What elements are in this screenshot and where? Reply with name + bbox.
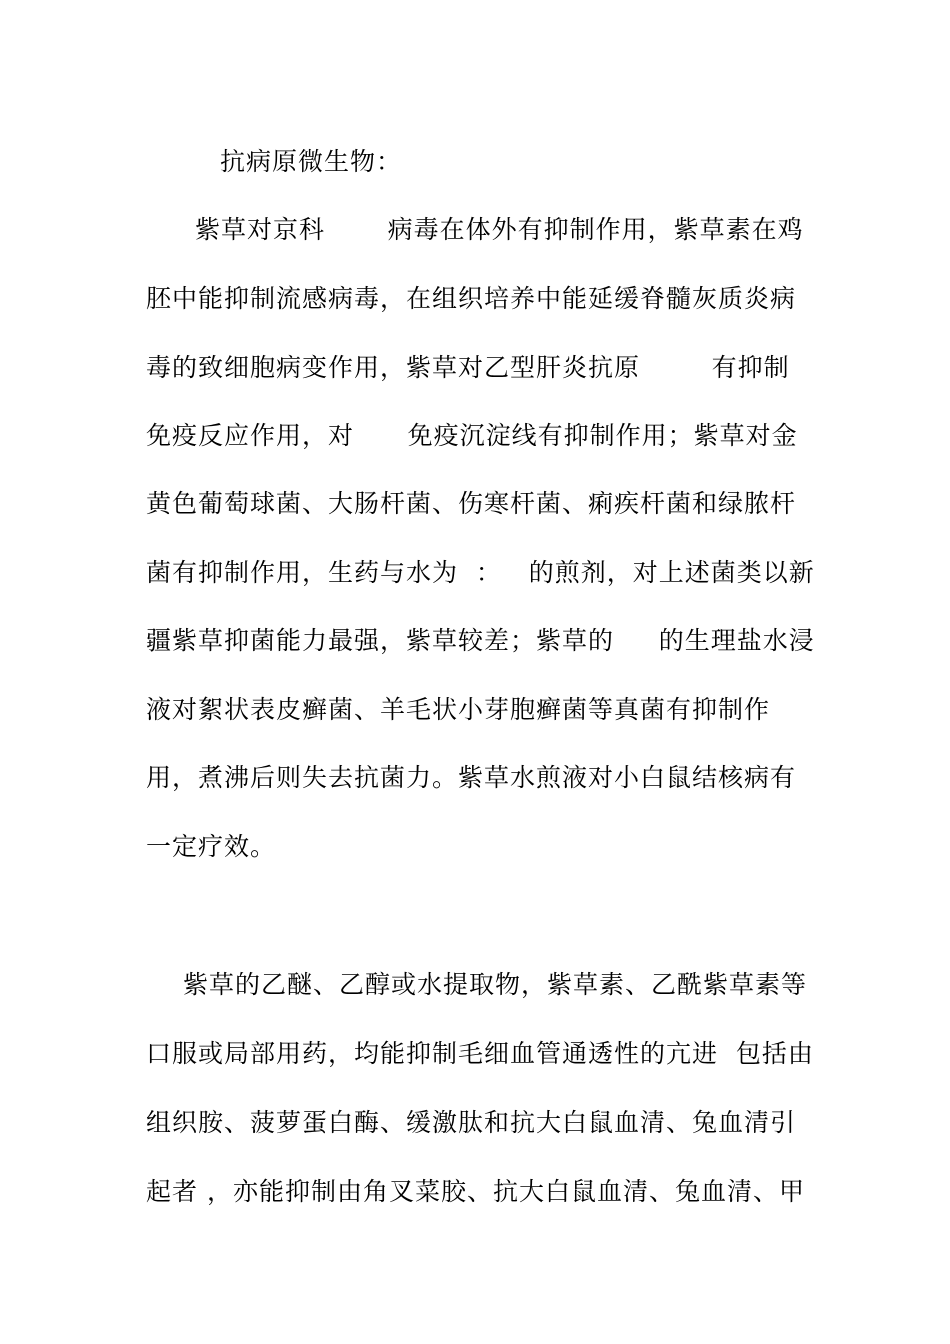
paragraph-line: 菌有抑制作用，生药与水为 ： 的煎剂，对上述菌类以新 — [146, 558, 815, 587]
paragraph-line: 胚中能抑制流感病毒，在组织培养中能延缓脊髓灰质炎病 — [146, 284, 797, 313]
paragraph-line: 用，煮沸后则失去抗菌力。紫草水煎液对小白鼠结核病有 — [146, 763, 797, 792]
paragraph-line: 黄色葡萄球菌、大肠杆菌、伤寒杆菌、痢疾杆菌和绿脓杆 — [146, 489, 797, 518]
paragraph-line: 紫草对京科 病毒在体外有抑制作用，紫草素在鸡 — [195, 215, 804, 244]
paragraph-line: 组织胺、菠萝蛋白酶、缓激肽和抗大白鼠血清、兔血清引 — [146, 1108, 797, 1137]
paragraph-line: 一定疗效。 — [146, 832, 277, 861]
paragraph-line: 紫草的乙醚、乙醇或水提取物，紫草素、乙酰紫草素等 — [183, 970, 808, 999]
paragraph-line: 起者 ，亦能抑制由角叉菜胶、抗大白鼠血清、兔血清、甲 — [146, 1177, 805, 1206]
paragraph-line: 毒的致细胞病变作用，紫草对乙型肝炎抗原 有抑制 — [146, 353, 790, 382]
paragraph-line: 液对絮状表皮癣菌、羊毛状小芽胞癣菌等真菌有抑制作 — [146, 695, 771, 724]
section-heading: 抗病原微生物： — [220, 147, 403, 176]
paragraph-line: 疆紫草抑菌能力最强，紫草较差；紫草的 的生理盐水浸 — [146, 626, 815, 655]
paragraph-line: 免疫反应作用，对 免疫沉淀线有抑制作用；紫草对金 — [146, 421, 798, 450]
paragraph-line: 口服或局部用药，均能抑制毛细血管通透性的亢进 包括由 — [146, 1039, 814, 1068]
